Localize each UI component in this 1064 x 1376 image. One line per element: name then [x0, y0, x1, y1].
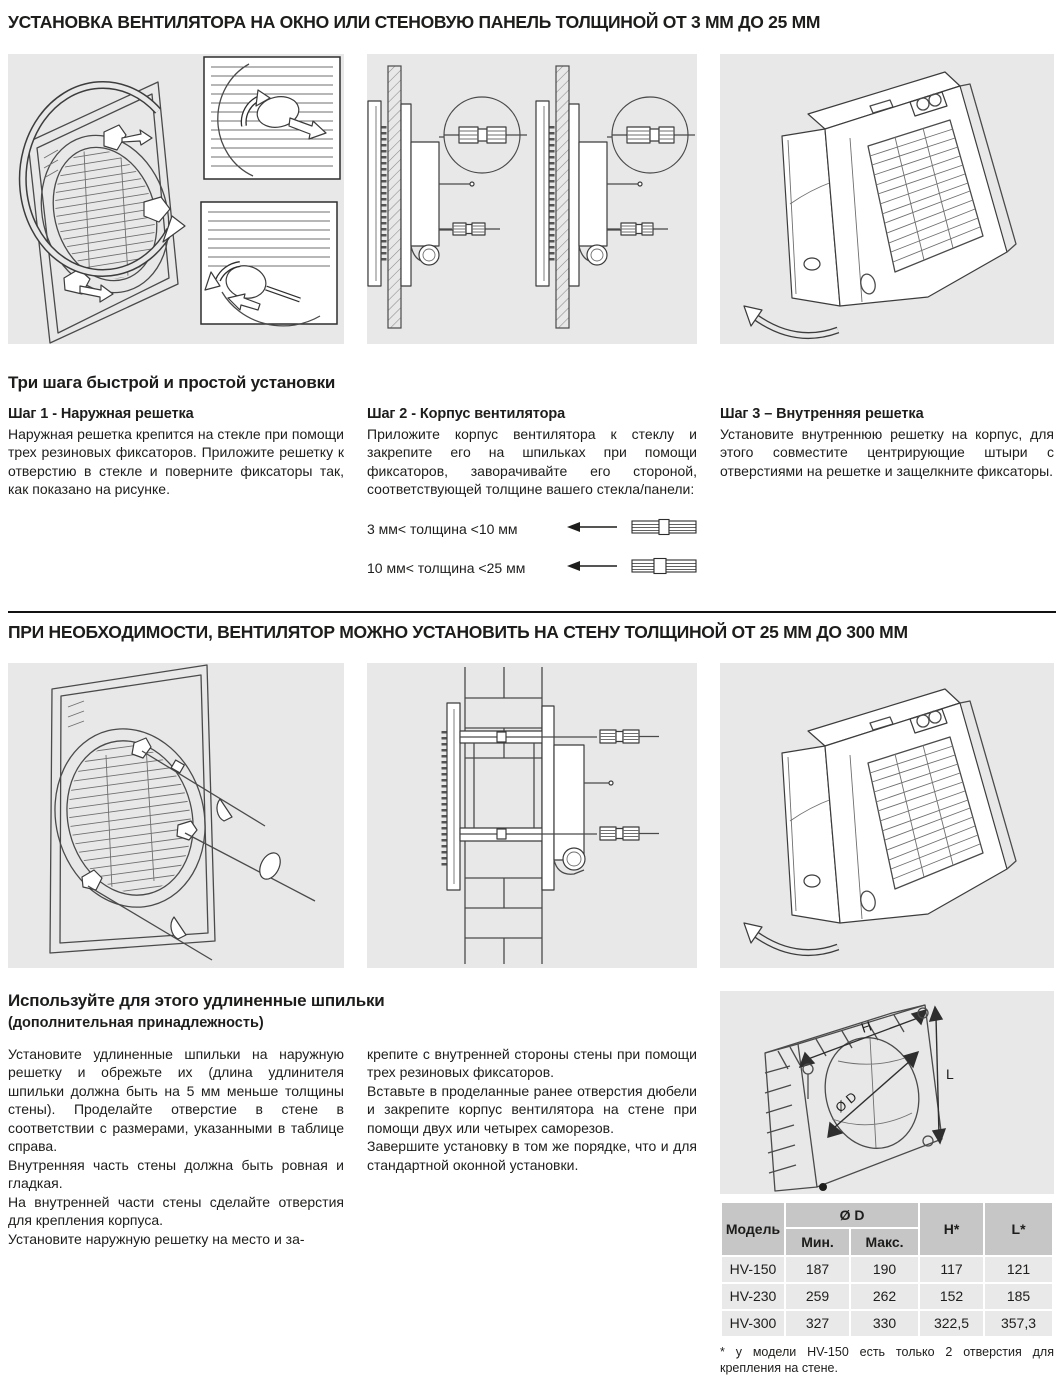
outer-grille-fixators-figure [8, 54, 344, 344]
dimensions-block [720, 991, 1054, 1376]
h-cell: 117 [920, 1257, 983, 1282]
fixator-detail-inset-1 [204, 57, 340, 179]
step-3-body: Установите внутреннюю решетку на корпус, для этого совместите центрирующие штыри с отверстиями на решетке и защелкните фиксаторы. [720, 426, 1054, 479]
paragraph: крепите с внутренней стороны стены при помощи трех резиновых фиксаторов. [367, 1045, 697, 1081]
step-2-heading: Шаг 2 - Корпус вентилятора [367, 406, 566, 422]
table-row [722, 1284, 1052, 1309]
paragraph: На внутренней части стены сделайте отверстия для крепления корпуса. [8, 1193, 344, 1229]
l-cell: 357,3 [985, 1311, 1052, 1336]
table-row [722, 1311, 1052, 1336]
col-header-model: Модель [722, 1203, 784, 1255]
l-cell: 185 [985, 1284, 1052, 1309]
model-cell: HV-150 [722, 1257, 784, 1282]
section2-subtitle: Используйте для этого удлиненные шпильки [8, 990, 385, 1010]
paragraph: Установите удлиненные шпильки на наружную решетку и обрежьте их (длина удлинителя шпильки должна быть на 5 мм меньше толщины стены). Проделайте отверстие в стене в соответствии с размерами, указанными в таблице справа. [8, 1045, 344, 1155]
side-view-left [368, 66, 527, 328]
fixator-icon [631, 556, 697, 581]
model-cell: HV-230 [722, 1284, 784, 1309]
wall-hole-dimensions-figure [720, 991, 1054, 1194]
fan-perspective-illustration-svg [720, 663, 1054, 968]
wall-install-illustrations [8, 663, 1056, 968]
step-3-heading: Шаг 3 – Внутренняя решетка [720, 406, 924, 422]
dowel-icon [600, 827, 659, 840]
inner-grille-mounted-figure [720, 54, 1054, 344]
h-cell: 322,5 [920, 1311, 983, 1336]
fan-perspective-illustration-svg [720, 54, 1054, 344]
paragraph: Внутренняя часть стены должна быть ровная и гладкая. [8, 1156, 344, 1192]
table-header-row [722, 1203, 1052, 1227]
col-header-l: L* [985, 1203, 1052, 1255]
thickness-option-2 [367, 556, 697, 581]
max-cell: 262 [851, 1284, 918, 1309]
grille-long-pins-figure [8, 663, 344, 968]
min-cell: 187 [786, 1257, 849, 1282]
thickness-label: 3 мм< толщина <10 мм [367, 521, 518, 538]
dowel-icon [600, 730, 659, 743]
wall-section-illustration-svg [367, 663, 697, 968]
outer-grille-illustration-svg [8, 54, 344, 344]
dimension-label-h: H [858, 1017, 874, 1036]
thickness-options [367, 517, 697, 581]
max-cell: 330 [851, 1311, 918, 1336]
instructions-column-1 [8, 1045, 344, 1248]
long-pins-text-block [8, 991, 697, 1376]
table-row [722, 1257, 1052, 1282]
section-divider [8, 611, 1056, 613]
l-cell: 121 [985, 1257, 1052, 1282]
h-cell: 152 [920, 1284, 983, 1309]
bottom-section [8, 991, 1056, 1376]
paragraph: Вставьте в проделанные ранее отверстия дюбели и закрепите корпус вентилятора на стене при помощи двух или четырех саморезов. [367, 1082, 697, 1136]
col-header-max: Макс. [851, 1229, 918, 1255]
min-cell: 259 [786, 1284, 849, 1309]
left-arrow-icon [567, 520, 619, 538]
col-header-diameter: Ø D [786, 1203, 918, 1227]
fan-on-wall-figure [720, 663, 1054, 968]
instructions-column-2 [367, 1045, 697, 1248]
step-1-heading: Шаг 1 - Наружная решетка [8, 406, 194, 422]
grille-pins-illustration-svg [8, 663, 344, 968]
thickness-option-1 [367, 517, 697, 542]
step-2 [367, 406, 697, 595]
section1-title: УСТАНОВКА ВЕНТИЛЯТОРА НА ОКНО ИЛИ СТЕНОВУЮ ПАНЕЛЬ ТОЛЩИНОЙ ОТ 3 ММ ДО 25 ММ [8, 12, 821, 32]
left-arrow-icon [567, 559, 619, 577]
fixator-icon [631, 517, 697, 542]
side-view-right [536, 66, 695, 328]
instructions-columns [8, 1045, 697, 1248]
paragraph: Завершите установку в том же порядке, что и для стандартной оконной установки. [367, 1138, 697, 1173]
min-cell: 327 [786, 1311, 849, 1336]
section1-subtitle: Три шага быстрой и простой установки [8, 373, 336, 392]
paragraph: Установите наружную решетку на место и за- [8, 1230, 305, 1247]
section2-subtitle-note: (дополнительная принадлежность) [8, 1014, 264, 1031]
thickness-label: 10 мм< толщина <25 мм [367, 560, 526, 577]
window-install-illustrations [8, 54, 1056, 344]
table-footnote: * у модели HV-150 есть только 2 отверстия для крепления на стене. [720, 1344, 1054, 1376]
col-header-h: H* [920, 1203, 983, 1255]
step-1-body: Наружная решетка крепится на стекле при помощи трех резиновых фиксаторов. Приложите решетку к отверстию в стекле и поверните фиксаторы так, как показано на рисунке. [8, 426, 344, 498]
wall-cross-section-figure [367, 663, 697, 968]
dimension-label-d: Ø D [832, 1088, 860, 1116]
section2-title: ПРИ НЕОБХОДИМОСТИ, ВЕНТИЛЯТОР МОЖНО УСТАНОВИТЬ НА СТЕНУ ТОЛЩИНОЙ ОТ 25 ММ ДО 300 ММ [8, 621, 908, 642]
step-2-body: Приложите корпус вентилятора к стеклу и закрепите его на шпильках при помощи фиксаторов, заворачивайте его стороной, соответствующей толщине вашего стекла/панели: [367, 426, 697, 498]
max-cell: 190 [851, 1257, 918, 1282]
fixator-detail-inset-2 [201, 202, 337, 326]
fan-body-side-view-figure [367, 54, 697, 344]
dimension-label-l: L [946, 1065, 954, 1082]
side-view-illustration-svg [367, 54, 697, 344]
dimensions-table [720, 1201, 1054, 1338]
dimensions-illustration-svg [720, 991, 1054, 1194]
step-3 [720, 406, 1054, 595]
col-header-min: Мин. [786, 1229, 849, 1255]
model-cell: HV-300 [722, 1311, 784, 1336]
steps-row [8, 406, 1056, 595]
step-1 [8, 406, 344, 595]
